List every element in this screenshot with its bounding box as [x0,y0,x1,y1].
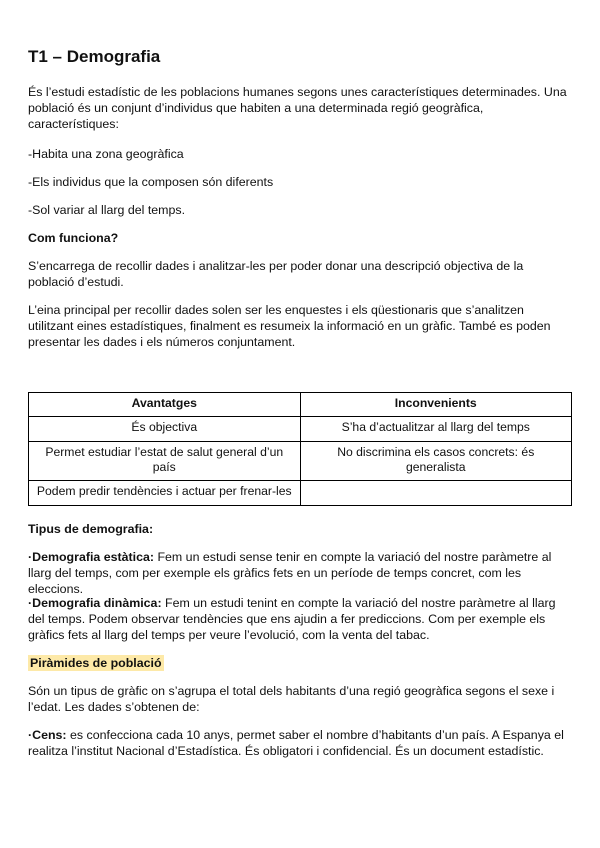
census-label: ·Cens: [28,728,67,742]
types-heading: Tipus de demografia: [28,522,154,536]
list-item: -Habita una zona geogràfica [28,147,184,161]
table-header-cons: Inconvenients [300,393,572,417]
census-text: es confecciona cada 10 anys, permet saber el nombre d’habitants d’un país. A Espanya el realitza l’institut Nacional d’Estadística. És obligatori i confidencial. És un document estadístic. [28,728,564,758]
table-row [29,481,572,506]
pros-cons-table [28,392,572,506]
pyramid-heading [28,655,572,671]
list-item: -Sol variar al llarg del temps. [28,203,186,217]
census-paragraph [28,727,572,759]
dynamic-demography-label: ·Demografia dinàmica: [28,596,162,610]
table-row [29,442,572,481]
table-cell: Podem predir tendències i actuar per frenar-les [29,481,301,506]
static-demography-label: ·Demografia estàtica: [28,550,155,564]
table-header-pros: Avantatges [29,393,301,417]
how-paragraph-1: S’encarrega de recollir dades i analitzar-les per poder donar una descripció objectiva de la població d’estudi. [28,259,524,289]
table-row [29,417,572,442]
list-item: -Els individus que la composen són diferents [28,175,274,189]
dynamic-demography-paragraph [28,595,572,643]
table-cell [300,481,572,506]
how-heading: Com funciona? [28,231,119,245]
how-paragraph-2: L’eina principal per recollir dades solen ser les enquestes i els qüestionaris que s’analitzen utilitzant eines estadístiques, finalment es resumeix la informació en un gràfic. També es poden presentar les dades i els números conjuntament. [28,303,551,349]
static-demography-text: Fem un estudi sense tenir en compte la variació del nostre paràmetre al llarg del temps, com per exemple els gràfics fets en un període de temps concret, com les eleccions. [28,550,552,596]
table-cell: Permet estudiar l’estat de salut general d’un país [29,442,301,481]
intro-paragraph: És l’estudi estadístic de les poblacions humanes segons unes característiques determinades. Una població és un conjunt d’individus que habiten a una determinada regió geogràfica, característiques: [28,85,567,131]
static-demography-paragraph [28,549,572,597]
pyramid-paragraph: Són un tipus de gràfic on s’agrupa el total dels habitants d’una regió geogràfica segons el sexe i l’edat. Les dades s’obtenen de: [28,684,555,714]
table-cell: És objectiva [29,417,301,442]
pyramid-heading-highlight: Piràmides de població [30,656,162,670]
dynamic-demography-text: Fem un estudi tenint en compte la variació del nostre paràmetre al llarg del temps. Podem observar tendències que ens ajudin a fer prediccions. Com per exemple els gràfics fets al llarg del temps per veure l’evolució, com la venta del tabac. [28,596,556,642]
table-cell: S’ha d’actualitzar al llarg del temps [300,417,572,442]
table-cell: No discrimina els casos concrets: és generalista [300,442,572,481]
page-title: T1 – Demografia [28,47,161,66]
